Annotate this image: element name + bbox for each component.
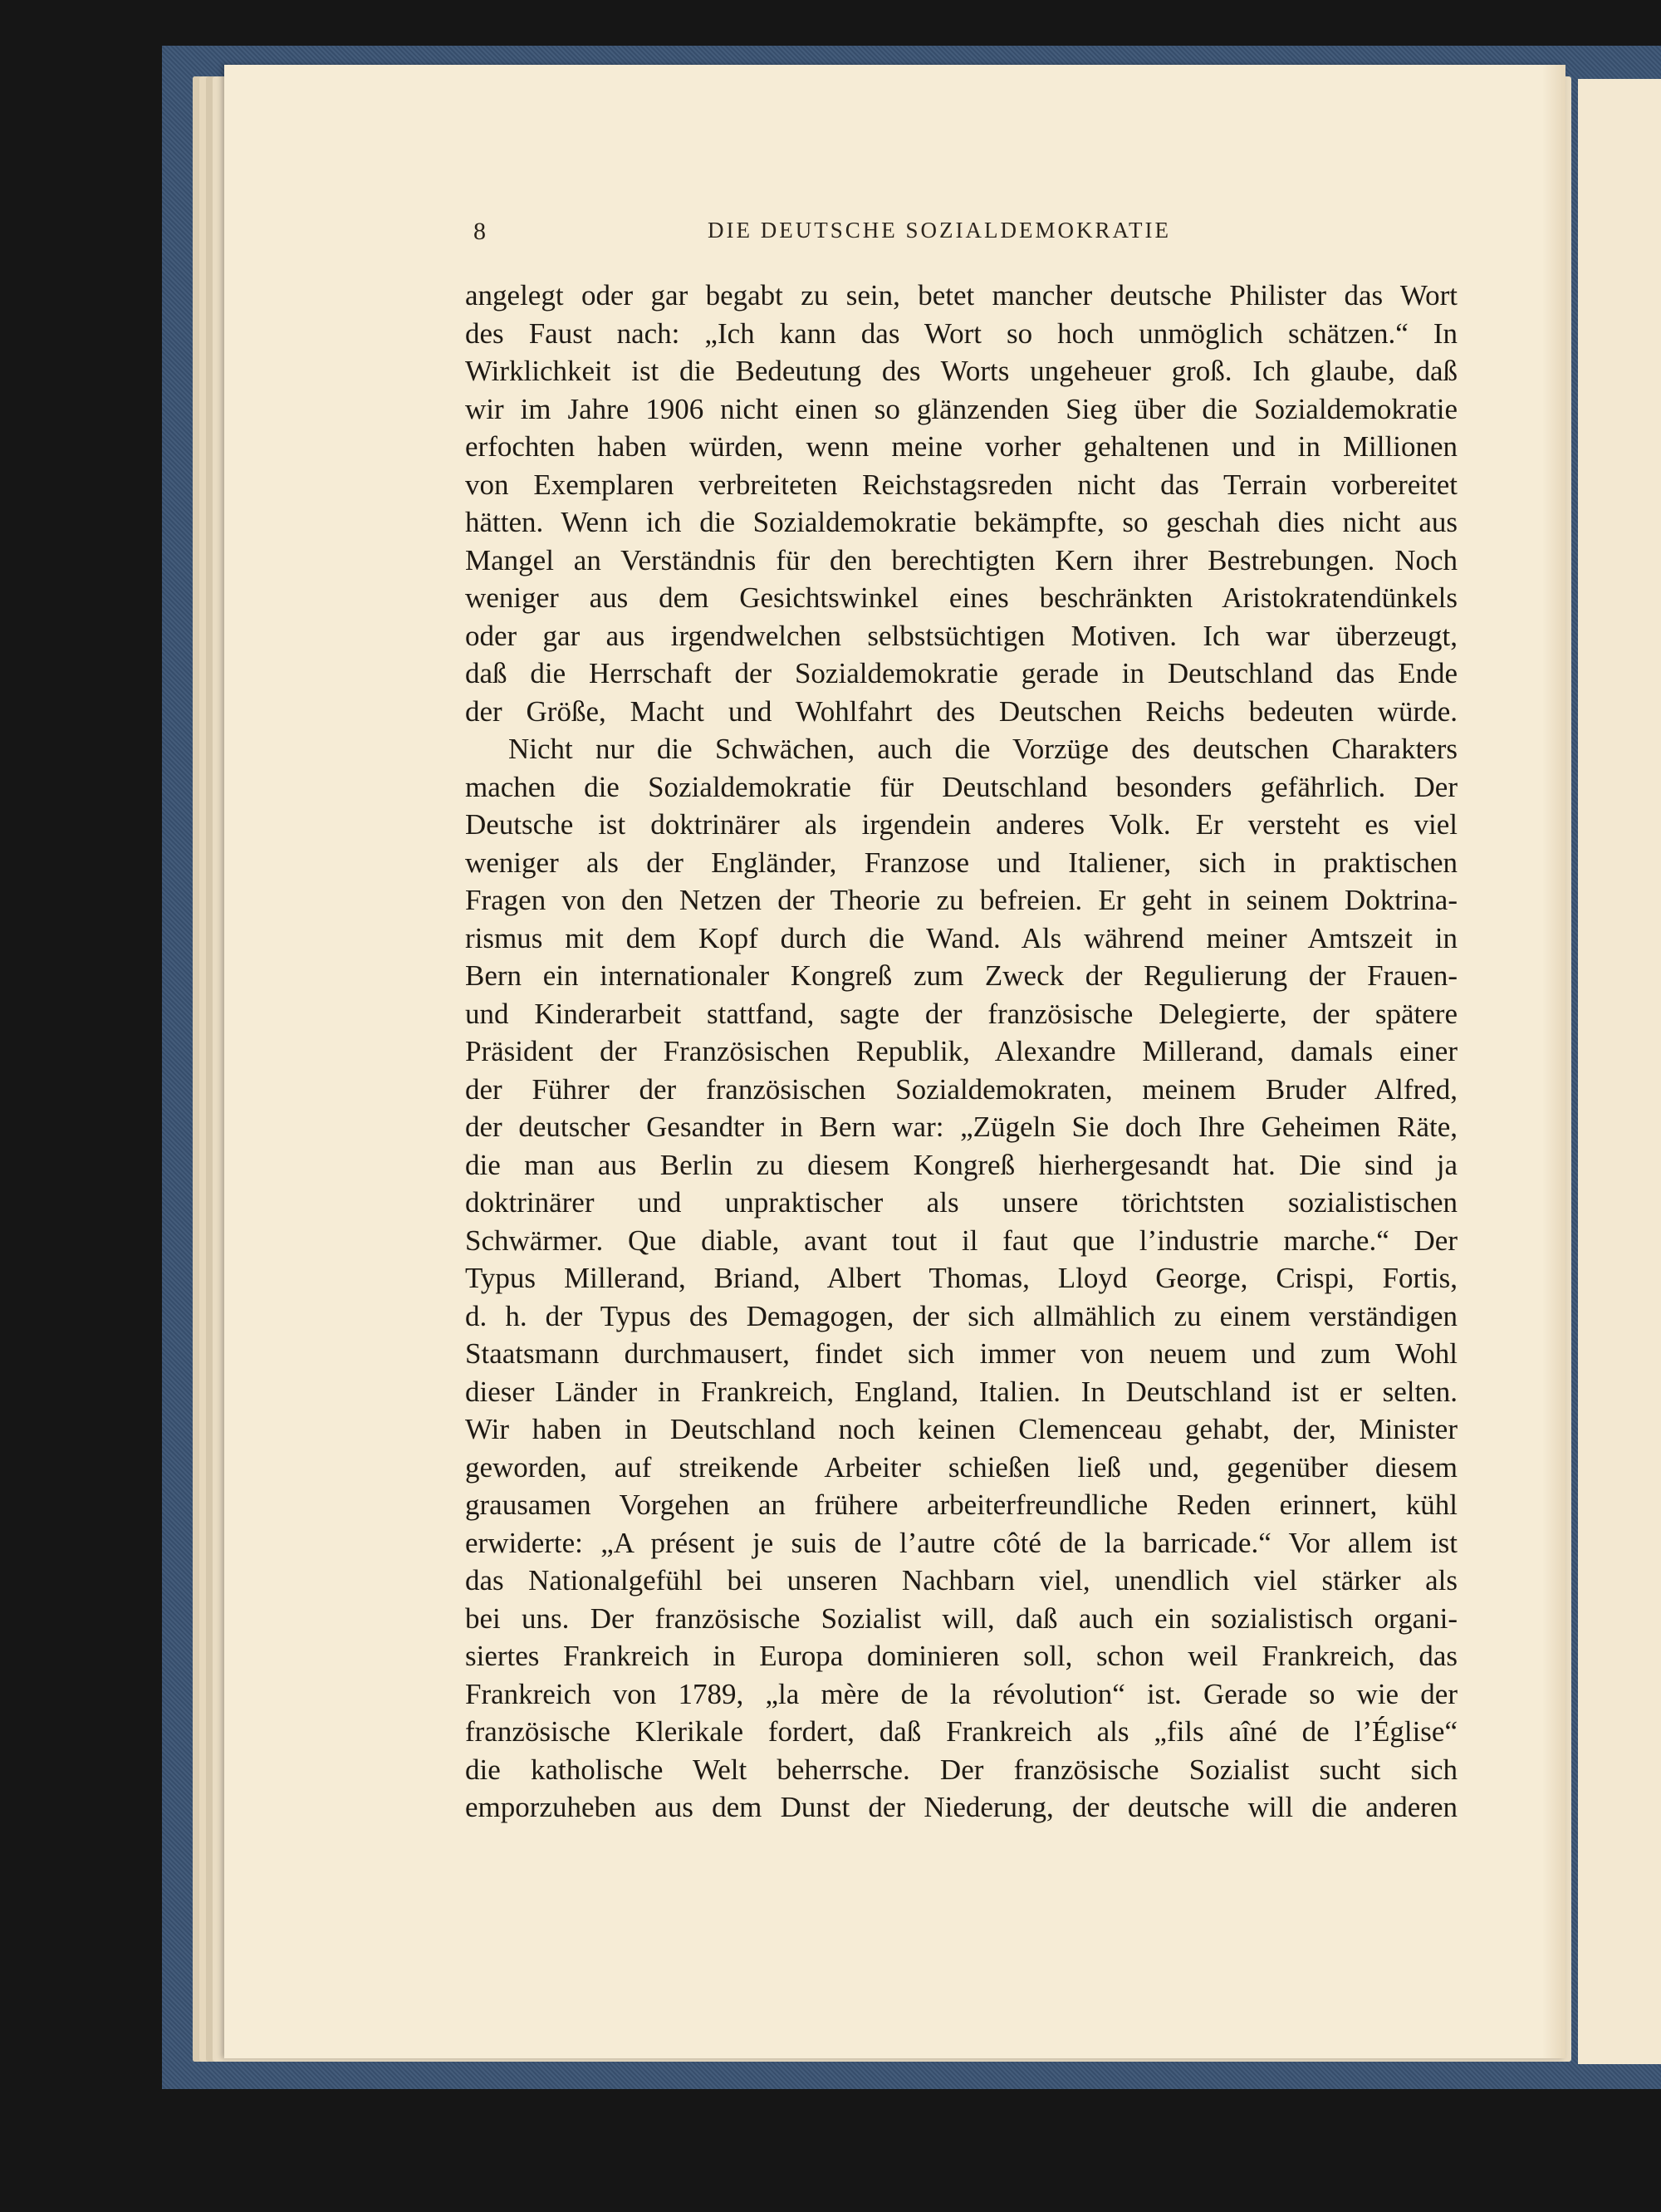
text-line: französische Klerikale fordert, daß Frankreich als „fils aîné de l’Église“	[465, 1715, 1458, 1748]
text-line: Wir haben in Deutschland noch keinen Clemenceau gehabt, der, Minister	[465, 1413, 1458, 1445]
text-line: Präsident der Französischen Republik, Alexandre Millerand, damals einer	[465, 1035, 1458, 1067]
text-line: weniger aus dem Gesichtswinkel eines beschränkten Aristokratendünkels	[465, 581, 1458, 614]
text-line: Bern ein internationaler Kongreß zum Zweck der Regulierung der Frauen-	[465, 959, 1458, 992]
text-line: emporzuheben aus dem Dunst der Niederung, der deutsche will die anderen	[465, 1791, 1458, 1823]
text-line: dieser Länder in Frankreich, England, Italien. In Deutschland ist er selten.	[465, 1375, 1458, 1408]
text-line: Nicht nur die Schwächen, auch die Vorzüge des deutschen Charakters	[508, 733, 1458, 765]
text-line: der Führer der französischen Sozialdemokraten, meinem Bruder Alfred,	[465, 1072, 1458, 1106]
text-line: machen die Sozialdemokratie für Deutschland besonders gefährlich. Der	[465, 770, 1458, 803]
text-line: grausamen Vorgehen an frühere arbeiterfreundliche Reden erinnert, kühl	[465, 1489, 1458, 1521]
facing-page	[1578, 79, 1661, 2064]
page-number: 8	[473, 218, 486, 245]
text-line: Typus Millerand, Briand, Albert Thomas, Lloyd George, Crispi, Fortis,	[465, 1262, 1458, 1294]
text-line: des Faust nach: „Ich kann das Wort so hoch unmöglich schätzen.“ In	[465, 316, 1458, 350]
text-line: doktrinärer und unpraktischer als unsere törichtsten sozialistischen	[465, 1186, 1458, 1219]
text-line: oder gar aus irgendwelchen selbstsüchtigen Motiven. Ich war überzeugt,	[465, 619, 1458, 652]
text-line: Frankreich von 1789, „la mère de la révolution“ ist. Gerade so wie der	[465, 1677, 1458, 1710]
text-line: Fragen von den Netzen der Theorie zu befreien. Er geht in seinem Doktrina-	[465, 884, 1458, 916]
text-line: angelegt oder gar begabt zu sein, betet mancher deutsche Philister das Wort	[465, 279, 1458, 311]
text-line: die man aus Berlin zu diesem Kongreß hierhergesandt hat. Die sind ja	[465, 1148, 1458, 1181]
text-line: Mangel an Verständnis für den berechtigten Kern ihrer Bestrebungen. Noch	[465, 543, 1458, 576]
text-line: die katholische Welt beherrsche. Der französische Sozialist sucht sich	[465, 1753, 1458, 1786]
text-line: wir im Jahre 1906 nicht einen so glänzenden Sieg über die Sozialdemokratie	[465, 392, 1458, 425]
text-line: d. h. der Typus des Demagogen, der sich allmählich zu einem verständigen	[465, 1299, 1458, 1332]
text-line: das Nationalgefühl bei unseren Nachbarn viel, unendlich viel stärker als	[465, 1564, 1458, 1596]
text-line: von Exemplaren verbreiteten Reichstagsreden nicht das Terrain vorbereitet	[465, 468, 1458, 501]
text-line: der Größe, Macht und Wohlfahrt des Deutschen Reichs bedeuten würde.	[465, 694, 1458, 728]
text-line: siertes Frankreich in Europa dominieren soll, schon weil Frankreich, das	[465, 1640, 1458, 1672]
text-line: rismus mit dem Kopf durch die Wand. Als während meiner Amtszeit in	[465, 921, 1458, 954]
text-line: Staatsmann durchmausert, findet sich immer von neuem und zum Wohl	[465, 1337, 1458, 1370]
text-line: erwiderte: „A présent je suis de l’autre côté de la barricade.“ Vor allem ist	[465, 1526, 1458, 1559]
text-line: bei uns. Der französische Sozialist will, daß auch ein sozialistisch organi-	[465, 1601, 1458, 1635]
text-line: weniger als der Engländer, Franzose und Italiener, sich in praktischen	[465, 846, 1458, 879]
page-gutter	[1542, 65, 1565, 2058]
text-line: daß die Herrschaft der Sozialdemokratie gerade in Deutschland das Ende	[465, 657, 1458, 689]
running-title: DIE DEUTSCHE SOZIALDEMOKRATIE	[708, 218, 1171, 243]
text-line: Wirklichkeit ist die Bedeutung des Worts ungeheuer groß. Ich glaube, daß	[465, 355, 1458, 387]
text-line: der deutscher Gesandter in Bern war: „Zügeln Sie doch Ihre Geheimen Räte,	[465, 1111, 1458, 1143]
text-line: geworden, auf streikende Arbeiter schießen ließ und, gegenüber diesem	[465, 1450, 1458, 1484]
running-head	[473, 218, 1470, 259]
text-line: hätten. Wenn ich die Sozialdemokratie bekämpfte, so geschah dies nicht aus	[465, 506, 1458, 538]
text-line: Schwärmer. Que diable, avant tout il faut que l’industrie marche.“ Der	[465, 1224, 1458, 1257]
text-line: und Kinderarbeit stattfand, sagte der französische Delegierte, der spätere	[465, 997, 1458, 1030]
text-line: Deutsche ist doktrinärer als irgendein anderes Volk. Er versteht es viel	[465, 808, 1458, 841]
body-text	[465, 277, 1458, 1827]
text-line: erfochten haben würden, wenn meine vorher gehaltenen und in Millionen	[465, 430, 1458, 463]
